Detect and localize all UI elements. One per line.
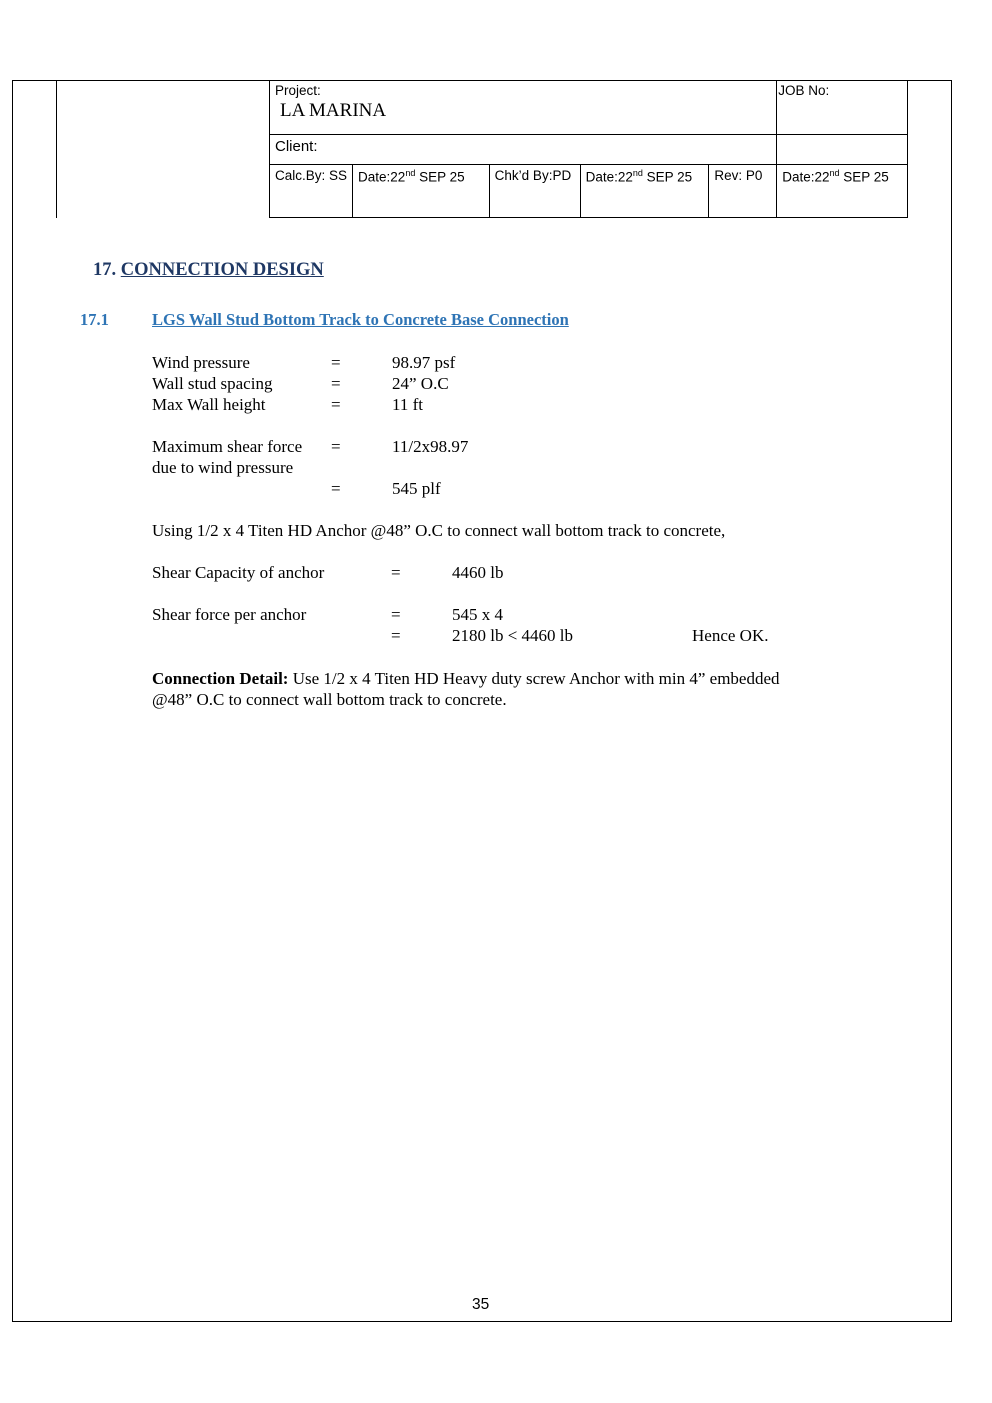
date2-suffix: nd [632, 168, 643, 178]
job-label: JOB No: [778, 83, 830, 98]
project-name: LA MARINA [280, 100, 387, 121]
subsection-title: LGS Wall Stud Bottom Track to Concrete Base Connection [152, 310, 569, 329]
connection-detail-text: Use 1/2 x 4 Titen HD Heavy duty screw Anchor with min 4” embedded [288, 669, 780, 688]
client-job-cell [777, 135, 908, 165]
subsection-number: 17.1 [80, 310, 109, 329]
date1-day: Date:22 [358, 169, 406, 185]
capacity-label: Shear Capacity of anchor [152, 563, 325, 582]
chkd-by-cell [489, 165, 580, 218]
shear-result: 545 plf [392, 479, 441, 498]
rev-cell [709, 165, 777, 218]
shear-label-line1: Maximum shear force [152, 437, 303, 456]
input-eq-wind: = [331, 353, 341, 372]
capacity-value: 4460 lb [452, 563, 504, 582]
page-frame-right [951, 80, 952, 1322]
date3-suffix: nd [829, 168, 840, 178]
logo-box-divider [56, 80, 57, 218]
date3-day: Date:22 [782, 169, 830, 185]
shear-eq1: = [331, 437, 341, 456]
calc-by-cell [270, 165, 353, 218]
input-label-spacing: Wall stud spacing [152, 374, 273, 393]
section-number: 17. [93, 260, 117, 280]
checked-by: Chk’d By:PD [494, 168, 572, 183]
force-label: Shear force per anchor [152, 605, 307, 624]
date1-month: SEP 25 [415, 169, 465, 185]
page-frame-bottom [12, 1321, 952, 1322]
page-frame-left [12, 80, 13, 1322]
force-expression: 545 x 4 [452, 605, 503, 624]
date2-day: Date:22 [585, 169, 633, 185]
shear-eq2: = [331, 479, 341, 498]
input-value-height: 11 ft [392, 395, 424, 414]
project-cell [270, 81, 777, 135]
force-eq2: = [391, 626, 401, 645]
input-label-wind: Wind pressure [152, 353, 250, 372]
revision: Rev: P0 [714, 168, 763, 183]
calc-by: Calc.By: SS [275, 168, 348, 183]
section-title: CONNECTION DESIGN [120, 260, 324, 280]
date1-cell [353, 165, 490, 218]
input-value-wind: 98.97 psf [392, 353, 456, 372]
section-heading [93, 260, 324, 281]
force-check: Hence OK. [692, 626, 769, 645]
page-number: 35 [472, 1296, 490, 1313]
date2-cell [580, 165, 709, 218]
connection-detail-line2: @48” O.C to connect wall bottom track to concrete. [152, 690, 507, 709]
anchor-statement: Using 1/2 x 4 Titen HD Anchor @48” O.C to connect wall bottom track to concrete, [152, 521, 726, 540]
client-label: Client: [275, 138, 318, 155]
job-cell [777, 81, 908, 135]
client-cell [270, 135, 777, 165]
date1-suffix: nd [405, 168, 416, 178]
connection-detail-line1 [152, 668, 780, 689]
force-eq1: = [391, 605, 401, 624]
shear-expression: 11/2x98.97 [392, 437, 469, 456]
date3-month: SEP 25 [839, 169, 889, 185]
date2-month: SEP 25 [642, 169, 693, 185]
shear-label-line2: due to wind pressure [152, 458, 294, 477]
project-label: Project: [275, 83, 321, 98]
capacity-eq: = [391, 563, 401, 582]
input-eq-spacing: = [331, 374, 341, 393]
title-block [269, 80, 908, 218]
connection-detail-label: Connection Detail: [152, 669, 289, 688]
force-result: 2180 lb < 4460 lb [452, 626, 574, 645]
input-value-spacing: 24” O.C [392, 374, 449, 393]
input-label-height: Max Wall height [152, 395, 266, 414]
date3-cell [777, 165, 908, 218]
input-eq-height: = [331, 395, 341, 414]
